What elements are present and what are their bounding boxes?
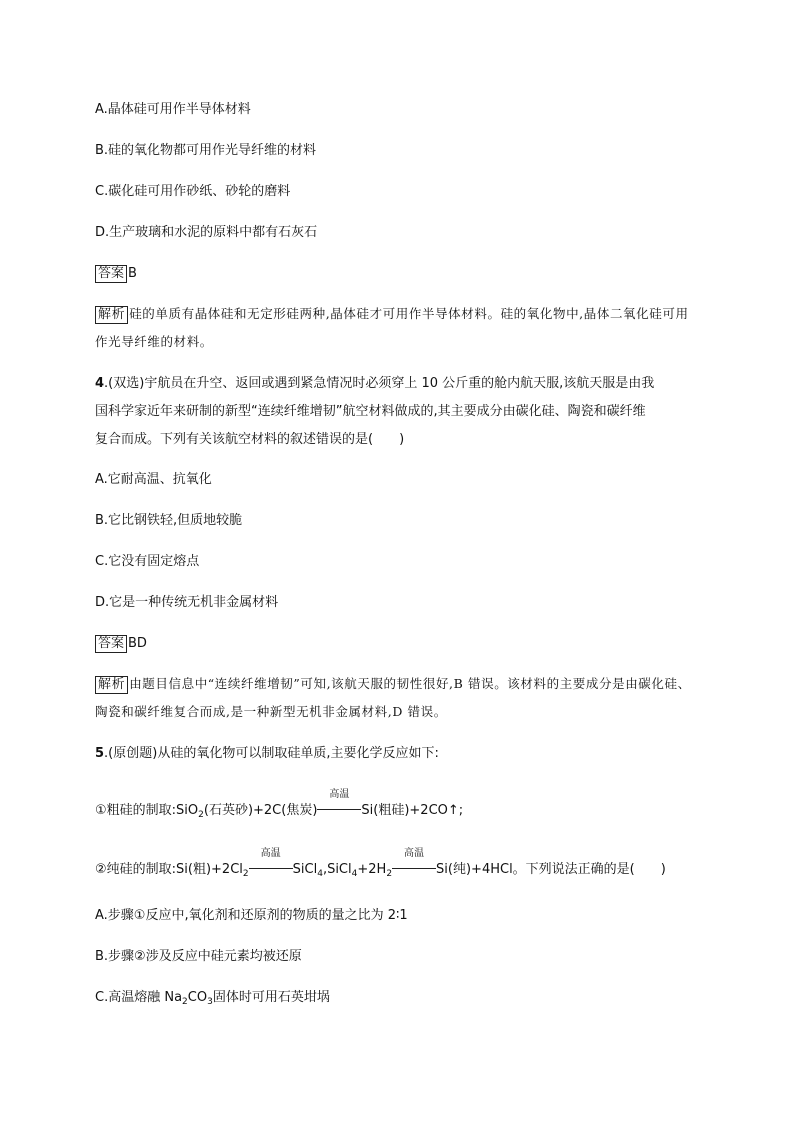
reaction-1: ①粗硅的制取:SiO$_2$(石英砂)+2C(焦炭) 高温 Si(粗硅)+2CO↑; xyxy=(95,789,464,820)
explanation-text: 硅的单质有晶体硅和无定形硅两种,晶体硅才可用作半导体材料。硅的氧化物中,晶体二氧化硅可用作光导纤维的材料。 xyxy=(95,306,689,349)
answer-value: B xyxy=(128,266,137,281)
explanation-tag: 解析 xyxy=(95,306,128,324)
q4-explanation xyxy=(95,670,695,726)
explanation-text: 由题目信息中“连续纤维增韧”可知,该航天服的韧性很好,B 错误。该材料的主要成分是由碳化硅、陶瓷和碳纤维复合而成,是一种新型无机非金属材料,D 错误。 xyxy=(95,676,691,719)
reaction-condition: 高温 xyxy=(392,861,436,879)
question-text: .(双选)宇航员在升空、返回或遇到紧急情况时必须穿上 10 公斤重的舱内航天服,该航天服是由我 xyxy=(104,376,655,391)
q4-option-c: C.它没有固定熔点 xyxy=(95,554,200,569)
option-a: A.晶体硅可用作半导体材料 xyxy=(95,102,251,117)
q5-option-b: B.步骤②涉及反应中硅元素均被还原 xyxy=(95,949,302,964)
question-text: .(原创题)从硅的氧化物可以制取硅单质,主要化学反应如下: xyxy=(104,746,439,761)
q5-option-a: A.步骤①反应中,氧化剂和还原剂的物质的量之比为 2∶1 xyxy=(95,908,408,923)
q4-answer-row xyxy=(95,635,147,653)
answer-row xyxy=(95,265,137,283)
answer-value: BD xyxy=(128,636,147,651)
reaction-condition: 高温 xyxy=(317,802,361,820)
option-c: C.碳化硅可用作砂纸、砂轮的磨料 xyxy=(95,184,291,199)
q4-option-d: D.它是一种传统无机非金属材料 xyxy=(95,595,279,610)
question-4-line-1 xyxy=(95,375,654,393)
explanation-tag: 解析 xyxy=(95,676,128,694)
q4-option-a: A.它耐高温、抗氧化 xyxy=(95,472,212,487)
question-number: 5 xyxy=(95,746,105,761)
question-5-line-1 xyxy=(95,745,439,763)
question-number: 4 xyxy=(95,376,105,391)
option-d: D.生产玻璃和水泥的原料中都有石灰石 xyxy=(95,225,318,240)
answer-tag: 答案 xyxy=(95,265,127,283)
reaction-condition: 高温 xyxy=(249,861,293,879)
q4-option-b: B.它比钢铁轻,但质地较脆 xyxy=(95,513,243,528)
question-4-line-3: 复合而成。下列有关该航空材料的叙述错误的是( ) xyxy=(95,432,405,447)
reaction-2: ②纯硅的制取:Si(粗)$+2Cl_2$ 高温 $SiCl_4,SiCl_4+2H_2$ 高温 Si(纯)+4HCl。下列说法正确的是( ) xyxy=(95,848,666,879)
explanation xyxy=(95,300,695,356)
answer-tag: 答案 xyxy=(95,635,127,653)
q5-option-c: C.高温熔融 $Na_2CO_3$固体时可用石英坩埚 xyxy=(95,990,330,1007)
question-4-line-2: 国科学家近年来研制的新型“连续纤维增韧”航空材料做成的,其主要成分由碳化硅、陶瓷和碳纤维 xyxy=(95,404,646,419)
option-b: B.硅的氧化物都可用作光导纤维的材料 xyxy=(95,143,317,158)
